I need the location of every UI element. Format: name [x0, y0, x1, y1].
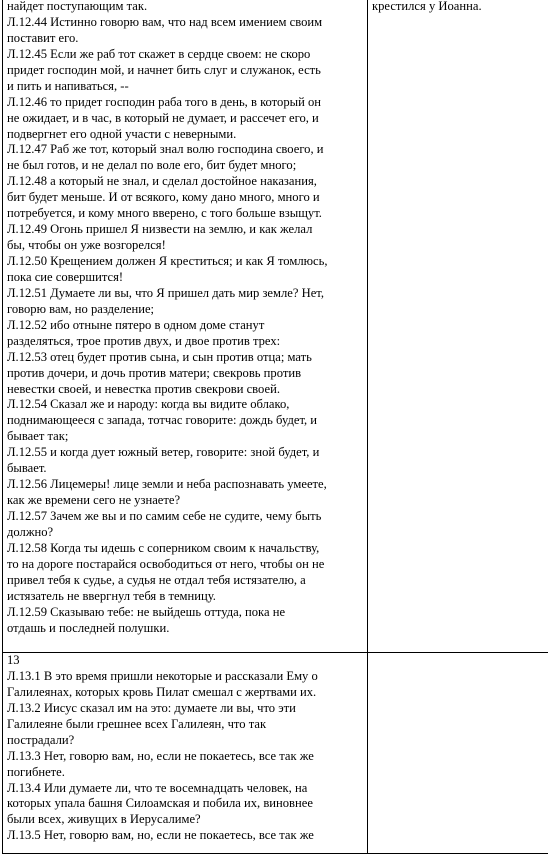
text-line: отдашь и последней полушки.: [7, 621, 367, 637]
text-line: которых упала башня Силоамская и побила их, виновнее: [7, 796, 367, 812]
text-line: пострадали?: [7, 733, 367, 749]
text-line: не был готов, и не делал по воле его, бит будет много;: [7, 158, 367, 174]
text-line: Л.12.45 Если же раб тот скажет в сердце своем: не скоро: [7, 47, 367, 63]
text-line: потребуется, и кому много вверено, с того больше взыщут.: [7, 206, 367, 222]
text-line: разделяться, трое против двух, и двое против трех:: [7, 334, 367, 350]
text-line: Л.12.47 Раб же тот, который знал волю господина своего, и: [7, 142, 367, 158]
text-line: Л.12.51 Думаете ли вы, что Я пришел дать мир земле? Нет,: [7, 286, 367, 302]
text-line: найдет поступающим так.: [7, 0, 367, 15]
text-line: подвергнет его одной участи с неверными.: [7, 127, 367, 143]
text-line: Л.12.46 то придет господин раба того в день, в который он: [7, 95, 367, 111]
text-line: Л.13.3 Нет, говорю вам, но, если не покаетесь, все так же: [7, 749, 367, 765]
text-line: Л.12.48 а который не знал, и сделал достойное наказания,: [7, 174, 367, 190]
text-line: и пить и напиваться, --: [7, 79, 367, 95]
text-line: Галилеянах, которых кровь Пилат смешал с жертвами их.: [7, 685, 367, 701]
text-line: Л.12.52 ибо отныне пятеро в одном доме станут: [7, 318, 367, 334]
text-line: бит будет меньше. И от всякого, кому дано много, много и: [7, 190, 367, 206]
table-row: [3, 0, 548, 653]
verses-cell: [3, 0, 368, 653]
text-line: поставит его.: [7, 31, 367, 47]
text-line: Галилеяне были грешнее всех Галилеян, что так: [7, 717, 367, 733]
text-line: Л.12.53 отец будет против сына, и сын против отца; мать: [7, 350, 367, 366]
text-line: Л.12.58 Когда ты идешь с соперником своим к начальству,: [7, 541, 367, 557]
text-line: Л.12.50 Крещением должен Я креститься; и как Я томлюсь,: [7, 254, 367, 270]
text-line: пока сие совершится!: [7, 270, 367, 286]
text-line: 13: [7, 653, 367, 669]
text-line: Л.13.1 В это время пришли некоторые и рассказали Ему о: [7, 669, 367, 685]
text-line: невестки своей, и невестка против свекрови своей.: [7, 382, 367, 398]
text-line: Л.13.2 Иисус сказал им на это: думаете ли вы, что эти: [7, 701, 367, 717]
text-line: Л.12.44 Истинно говорю вам, что над всем имением своим: [7, 15, 367, 31]
text-line: не ожидает, и в час, в который не думает, и рассечет его, и: [7, 111, 367, 127]
text-line: поднимающееся с запада, тотчас говорите: дождь будет, и: [7, 413, 367, 429]
text-line: крестился у Иоанна.: [372, 0, 548, 15]
text-line: Л.12.55 и когда дует южный ветер, говорите: зной будет, и: [7, 445, 367, 461]
text-line: были всех, живущих в Иерусалиме?: [7, 812, 367, 828]
text-line: Л.12.57 Зачем же вы и по самим себе не судите, чему быть: [7, 509, 367, 525]
text-line: Л.13.4 Или думаете ли, что те восемнадцать человек, на: [7, 781, 367, 797]
text-line: истязатель не ввергнул тебя в темницу.: [7, 589, 367, 605]
text-line: Л.12.56 Лицемеры! лице земли и неба распознавать умеете,: [7, 477, 367, 493]
notes-cell: [368, 0, 548, 653]
text-line: бы, чтобы он уже возгорелся!: [7, 238, 367, 254]
notes-cell: [368, 653, 548, 854]
scripture-table: [2, 0, 548, 854]
text-line: Л.12.59 Сказываю тебе: не выйдешь оттуда, пока не: [7, 605, 367, 621]
text-line: Л.12.49 Огонь пришел Я низвести на землю, и как желал: [7, 222, 367, 238]
text-line: погибнете.: [7, 765, 367, 781]
text-line: против дочери, и дочь против матери; свекровь против: [7, 366, 367, 382]
text-line: Л.12.54 Сказал же и народу: когда вы видите облако,: [7, 397, 367, 413]
table-row: [3, 653, 548, 854]
text-line: говорю вам, но разделение;: [7, 302, 367, 318]
text-line: то на дороге постарайся освободиться от него, чтобы он не: [7, 557, 367, 573]
text-line: привел тебя к судье, а судья не отдал тебя истязателю, а: [7, 573, 367, 589]
text-line: придет господин мой, и начнет бить слуг и служанок, есть: [7, 63, 367, 79]
text-line: должно?: [7, 525, 367, 541]
text-line: Л.13.5 Нет, говорю вам, но, если не покаетесь, все так же: [7, 828, 367, 844]
text-line: бывает.: [7, 461, 367, 477]
text-line: бывает так;: [7, 429, 367, 445]
verses-cell: [3, 653, 368, 854]
text-line: как же времени сего не узнаете?: [7, 493, 367, 509]
